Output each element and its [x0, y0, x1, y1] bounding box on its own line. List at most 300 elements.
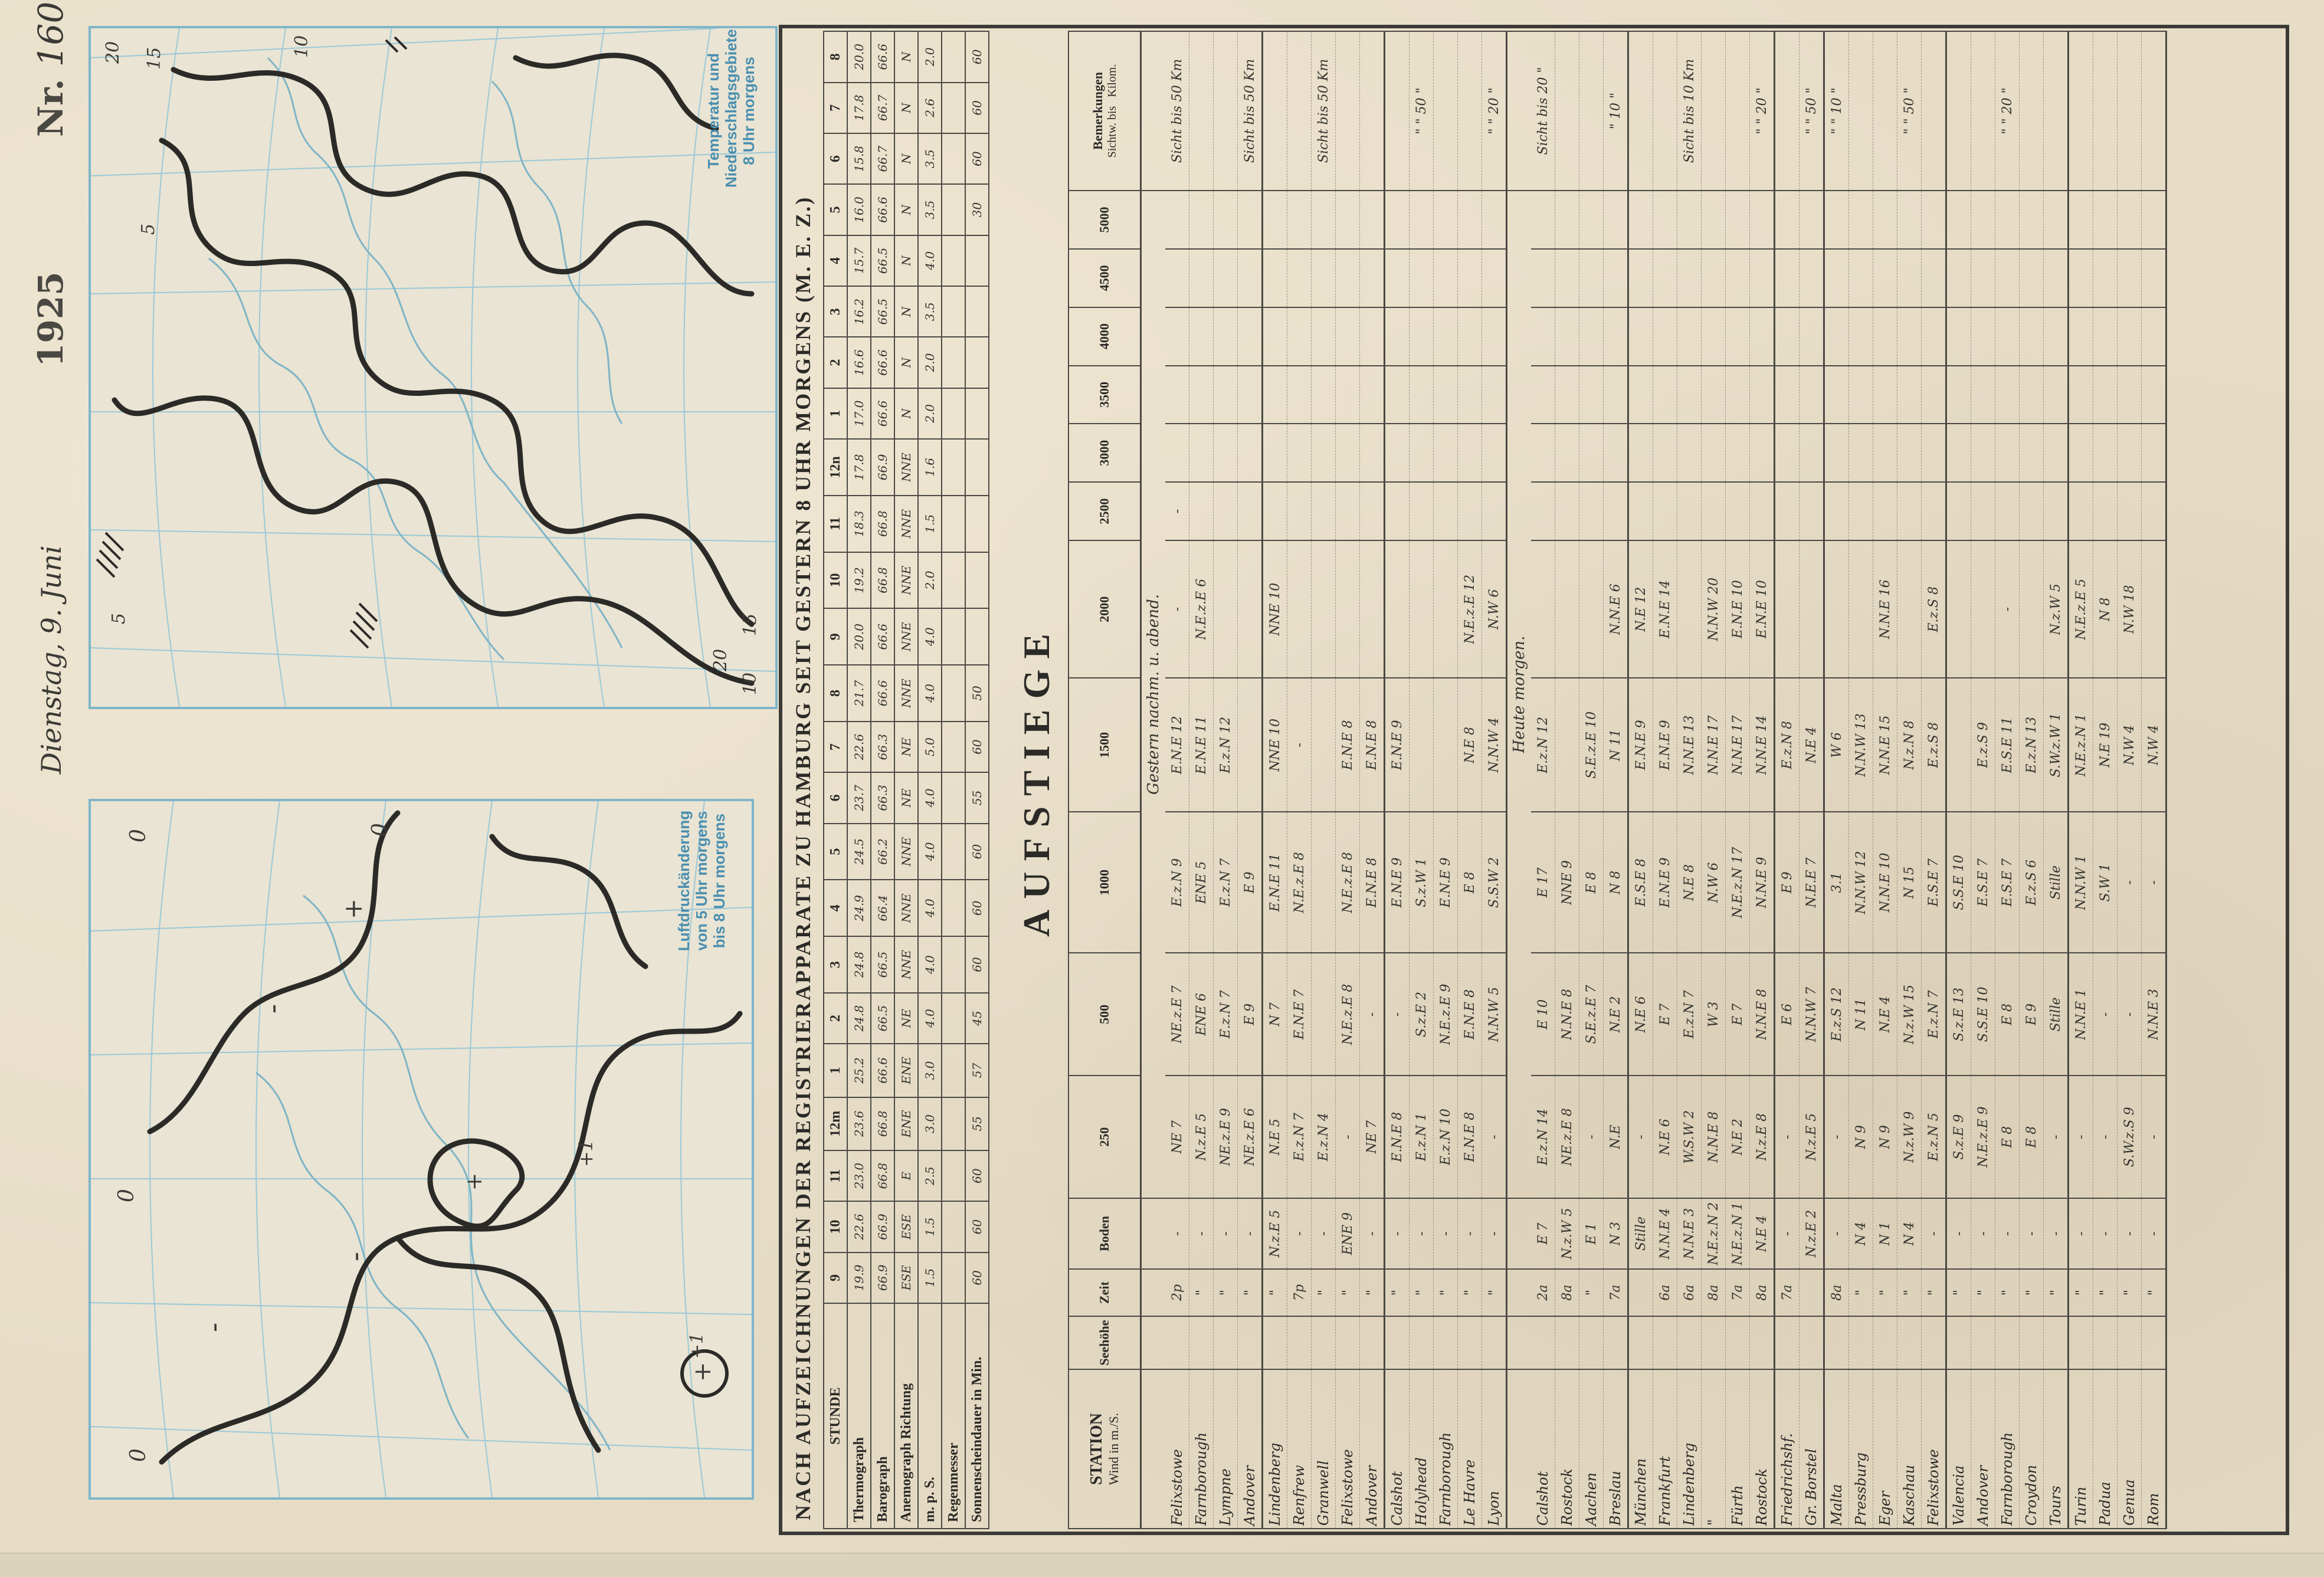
level-cell [1628, 191, 1653, 249]
level-cell [1628, 366, 1653, 424]
level-cell: N.E 2 [1726, 1076, 1750, 1198]
pressure-caption-line-3: bis 8 Uhr morgens [710, 813, 728, 949]
level-cell [1995, 424, 2020, 482]
remark-cell [1873, 31, 1897, 191]
boden-cell: N.E 4 [1750, 1198, 1775, 1269]
hour-cell: 10 [824, 552, 847, 609]
registration-value [942, 936, 965, 993]
boden-cell: N 3 [1604, 1198, 1628, 1269]
level-cell: N.N.E 17 [1726, 678, 1750, 812]
seehoehe-cell [2069, 1316, 2093, 1369]
registration-row-label: Anemograph Richtung [894, 1303, 918, 1529]
year [31, 272, 71, 367]
registration-value: 2.0 [918, 337, 942, 388]
remark-cell: " " 20 " [1995, 31, 2020, 191]
registration-value: N [894, 31, 918, 83]
level-cell [1458, 249, 1482, 307]
seehoehe-cell [1873, 1316, 1897, 1369]
boden-header: Boden [1068, 1198, 1141, 1269]
pressure-mark-plus-1b: +1 [575, 1139, 597, 1167]
station-name: Farnborough [1189, 1369, 1214, 1529]
level-cell: S.W.z.W 1 [2044, 678, 2069, 812]
boden-cell: - [1360, 1198, 1385, 1269]
station-row [1263, 31, 1287, 1529]
level-cell: E.z.N 13 [2020, 678, 2044, 812]
boden-cell: - [2044, 1198, 2069, 1269]
level-cell [1653, 482, 1677, 540]
registration-value: NE [894, 722, 918, 772]
level-cell: S.W.z.S 9 [2118, 1076, 2142, 1198]
level-cell [1677, 191, 1702, 249]
level-cell: - [1482, 1076, 1507, 1198]
registration-value: 24.8 [847, 936, 871, 993]
level-cell: N.N.E 14 [1750, 678, 1775, 812]
zeit-cell: " [1579, 1269, 1604, 1316]
registration-value: 66.2 [871, 824, 894, 880]
remark-cell [1849, 31, 1873, 191]
hour-cell: 2 [824, 337, 847, 388]
registration-value [942, 184, 965, 235]
station-row [1360, 31, 1385, 1529]
zeit-cell: " [1946, 1269, 1971, 1316]
registration-value: 23.0 [847, 1150, 871, 1201]
registration-value: 1.5 [918, 1253, 942, 1303]
registration-value [965, 286, 989, 337]
remark-cell [2020, 31, 2044, 191]
station-row [2142, 31, 2166, 1529]
registration-value: 2.0 [918, 552, 942, 609]
level-cell [2069, 424, 2093, 482]
level-cell [1726, 307, 1750, 366]
level-cell [1579, 191, 1604, 249]
level-cell: N.E 8 [1458, 678, 1482, 812]
level-cell [1360, 424, 1385, 482]
level-cell [1434, 540, 1458, 678]
level-cell [1531, 191, 1555, 249]
level-cell [1410, 249, 1434, 307]
level-cell [1824, 307, 1849, 366]
registration-value: 21.7 [847, 665, 871, 722]
level-cell: S.E.z.E 7 [1579, 953, 1604, 1076]
level-cell: E.N.E 8 [1360, 678, 1385, 812]
boden-cell: - [1238, 1198, 1263, 1269]
level-cell [1775, 366, 1799, 424]
hour-cell: 7 [824, 83, 847, 133]
level-cell: N.E 12 [1628, 540, 1653, 678]
level-cell [1385, 540, 1410, 678]
seehoehe-cell [1287, 1316, 1312, 1369]
empty-cell [1141, 1316, 1166, 1369]
zeit-cell: " [1410, 1269, 1434, 1316]
level-cell [1287, 249, 1312, 307]
registration-value: NNE [894, 880, 918, 936]
zeit-cell: " [1263, 1269, 1287, 1316]
zeit-cell: " [1458, 1269, 1482, 1316]
registration-value [942, 133, 965, 184]
level-cell: E.z.N 14 [1531, 1076, 1555, 1198]
level-cell: N.E.z.E 5 [2069, 540, 2093, 678]
seehoehe-cell [1653, 1316, 1677, 1369]
level-cell: Stille [2044, 953, 2069, 1076]
level-cell: N.z.E 5 [1189, 1076, 1214, 1198]
level-cell [1263, 482, 1287, 540]
level-cell [1897, 249, 1922, 307]
level-cell [1922, 482, 1946, 540]
level-cell: E.z.N 10 [1434, 1076, 1458, 1198]
boden-cell: - [2118, 1198, 2142, 1269]
pressure-mark-minus-3: - [339, 1251, 372, 1261]
zeit-cell: " [2118, 1269, 2142, 1316]
level-cell: E.N.E 10 [1726, 540, 1750, 678]
level-cell: E.S.E 8 [1628, 812, 1653, 953]
registration-value: N [894, 337, 918, 388]
station-row [1824, 31, 1849, 1529]
level-cell [1238, 678, 1263, 812]
station-name: Rostock [1555, 1369, 1579, 1529]
level-cell: E.N.E 9 [1434, 812, 1458, 953]
level-cell [1604, 366, 1628, 424]
level-cell [1677, 482, 1702, 540]
registration-value: 4.0 [918, 936, 942, 993]
level-cell: N.N.E 6 [1604, 540, 1628, 678]
level-cell: S.z.E 13 [1946, 953, 1971, 1076]
level-cell [2044, 424, 2069, 482]
registration-row-label: Thermograph [847, 1303, 871, 1529]
level-cell [1775, 249, 1799, 307]
level-cell: N.E.z.E 9 [1971, 1076, 1995, 1198]
level-cell [1263, 249, 1287, 307]
station-row [2044, 31, 2069, 1529]
registration-value: 15.8 [847, 133, 871, 184]
seehoehe-cell [1922, 1316, 1946, 1369]
level-cell [1312, 540, 1336, 678]
page-bottom-edge [0, 1553, 2324, 1577]
station-row [1385, 31, 1410, 1529]
hour-cell: 4 [824, 880, 847, 936]
level-cell [1189, 366, 1214, 424]
issue-number-value: 160 [31, 1, 71, 67]
remark-cell [1434, 31, 1458, 191]
registration-value: 55 [965, 1097, 989, 1150]
level-cell [1604, 249, 1628, 307]
registration-value [942, 286, 965, 337]
seehoehe-cell [1434, 1316, 1458, 1369]
level-cell [2093, 424, 2118, 482]
level-cell [1482, 482, 1507, 540]
station-name: Pressburg [1849, 1369, 1873, 1529]
date-line [35, 545, 67, 774]
level-cell [1824, 191, 1849, 249]
registration-value: NNE [894, 439, 918, 496]
isotherm-label-5b: 5 [138, 223, 159, 235]
level-cell [1824, 482, 1849, 540]
seehoehe-cell [1971, 1316, 1995, 1369]
level-cell [1555, 366, 1579, 424]
station-name: Tours [2044, 1369, 2069, 1529]
station-row [1971, 31, 1995, 1529]
seehoehe-cell [1263, 1316, 1287, 1369]
level-cell: E.N.E 11 [1263, 812, 1287, 953]
registration-value [942, 665, 965, 722]
level-cell [1579, 249, 1604, 307]
level-cell [2020, 307, 2044, 366]
level-cell: N.N.E 10 [1873, 812, 1897, 953]
empty-cell [1507, 1316, 1532, 1369]
level-cell [1775, 191, 1799, 249]
station-row [1312, 31, 1336, 1529]
level-cell [2118, 307, 2142, 366]
zeit-cell: 7a [1604, 1269, 1628, 1316]
registration-value: 24.5 [847, 824, 871, 880]
station-row [1604, 31, 1628, 1529]
level-cell [1824, 424, 1849, 482]
boden-cell: E 1 [1579, 1198, 1604, 1269]
hour-cell: 3 [824, 936, 847, 993]
remark-cell [1628, 31, 1653, 191]
empty-cell [1507, 1198, 1532, 1269]
level-cell [1653, 424, 1677, 482]
station-row [1946, 31, 1971, 1529]
level-cell [1360, 249, 1385, 307]
empty-cell [1507, 1369, 1532, 1529]
boden-cell: - [1922, 1198, 1946, 1269]
station-row [1628, 31, 1653, 1529]
empty-cell [1141, 31, 1166, 191]
level-cell: S.S.E 10 [1946, 812, 1971, 953]
level-cell [1750, 366, 1775, 424]
level-cell [1312, 953, 1336, 1076]
station-name: Valencia [1946, 1369, 1971, 1529]
weekday-date: Dienstag, 9. Juni [35, 545, 67, 774]
level-cell: E.z.N 7 [1287, 1076, 1312, 1198]
registration-value: 60 [965, 31, 989, 83]
level-cell [1750, 424, 1775, 482]
level-cell: S.z.E 2 [1410, 953, 1434, 1076]
registration-value: 1.5 [918, 1201, 942, 1252]
boden-cell: N 1 [1873, 1198, 1897, 1269]
zeit-cell: " [1971, 1269, 1995, 1316]
seehoehe-cell [2020, 1316, 2044, 1369]
level-header: 1000 [1068, 812, 1141, 953]
registration-row [965, 31, 989, 1529]
level-cell [2142, 482, 2166, 540]
level-cell [1824, 249, 1849, 307]
level-cell [2020, 482, 2044, 540]
registration-value: NNE [894, 552, 918, 609]
level-cell: S.z.E 9 [1946, 1076, 1971, 1198]
station-name: München [1628, 1369, 1653, 1529]
level-cell: - [1336, 1076, 1360, 1198]
registration-value [942, 1097, 965, 1150]
level-cell: NE.z.E 9 [1214, 1076, 1238, 1198]
level-cell: E.N.E 9 [1653, 812, 1677, 953]
level-cell: S.S.W 2 [1482, 812, 1507, 953]
registration-value [965, 235, 989, 286]
level-cell: E.N.E 9 [1628, 678, 1653, 812]
level-cell [1385, 366, 1410, 424]
level-cell [1824, 366, 1849, 424]
registration-value: N [894, 184, 918, 235]
remark-cell: " " 50 " [1897, 31, 1922, 191]
registration-value [942, 83, 965, 133]
level-cell [1971, 249, 1995, 307]
registration-value: 15.7 [847, 235, 871, 286]
bemerkungen-header [1068, 31, 1141, 191]
seehoehe-cell [1482, 1316, 1507, 1369]
level-cell [1312, 678, 1336, 812]
seehoehe-cell [1628, 1316, 1653, 1369]
level-cell [1165, 366, 1189, 424]
level-cell: N 7 [1263, 953, 1287, 1076]
section-note: Gestern nachm. u. abend. [1141, 191, 1166, 1198]
level-cell: N.E.E 7 [1799, 812, 1824, 953]
level-cell [1946, 366, 1971, 424]
level-cell [1336, 191, 1360, 249]
level-cell [2020, 366, 2044, 424]
hour-cell: 1 [824, 388, 847, 439]
registration-value: 66.9 [871, 439, 894, 496]
level-cell [1336, 307, 1360, 366]
level-header: 2500 [1068, 482, 1141, 540]
registration-value: 55 [965, 772, 989, 823]
level-cell: - [2093, 953, 2118, 1076]
station-name: Lindenberg [1263, 1369, 1287, 1529]
boden-cell: - [1482, 1198, 1507, 1269]
level-cell [2118, 482, 2142, 540]
station-row [1458, 31, 1482, 1529]
registration-value [965, 552, 989, 609]
registration-value: 66.6 [871, 31, 894, 83]
level-cell: NNE 10 [1263, 540, 1287, 678]
registration-value: NE [894, 772, 918, 823]
zeit-cell: " [1385, 1269, 1410, 1316]
level-cell [1482, 307, 1507, 366]
remark-cell [1214, 31, 1238, 191]
temperature-map-caption [704, 29, 758, 188]
registration-value: 66.4 [871, 880, 894, 936]
registration-body [847, 31, 989, 1529]
level-cell [1238, 307, 1263, 366]
level-cell: NE.z.E 8 [1555, 1076, 1579, 1198]
level-cell [1214, 424, 1238, 482]
level-cell [1165, 307, 1189, 366]
registration-value: 66.3 [871, 722, 894, 772]
year-value: 1925 [31, 271, 71, 367]
station-row [1677, 31, 1702, 1529]
registration-value: 4.0 [918, 772, 942, 823]
level-cell: N.N.E 17 [1702, 678, 1726, 812]
level-cell: NNE 9 [1555, 812, 1579, 953]
station-row [2118, 31, 2142, 1529]
boden-cell: - [1995, 1198, 2020, 1269]
remark-cell: " " 10 " [1824, 31, 1849, 191]
level-cell [1946, 191, 1971, 249]
level-cell: N.N.E 15 [1873, 678, 1897, 812]
registration-value: ENE [894, 1044, 918, 1097]
level-cell: S.W 1 [2093, 812, 2118, 953]
zeit-cell: " [2093, 1269, 2118, 1316]
pressure-mark-zero-1: 0 [126, 1448, 150, 1462]
level-cell [1897, 424, 1922, 482]
registration-value [942, 31, 965, 83]
registration-value: 66.6 [871, 388, 894, 439]
station-row [1702, 31, 1726, 1529]
registration-value: NNE [894, 608, 918, 665]
station-name: Kaschau [1897, 1369, 1922, 1529]
station-name: Aachen [1579, 1369, 1604, 1529]
station-row [1482, 31, 1507, 1529]
level-cell: NE.z.E 6 [1238, 1076, 1263, 1198]
pressure-mark-plus-1: + [339, 898, 368, 919]
level-cell: N.E.z.E 8 [1287, 812, 1312, 953]
level-cell: W 3 [1702, 953, 1726, 1076]
remark-cell [1946, 31, 1971, 191]
level-cell: E 8 [2020, 1076, 2044, 1198]
registration-value: 66.5 [871, 235, 894, 286]
level-cell [2142, 366, 2166, 424]
level-cell [1653, 249, 1677, 307]
level-cell [1946, 424, 1971, 482]
station-name: Granwell [1312, 1369, 1336, 1529]
level-cell [1873, 249, 1897, 307]
station-name: Breslau [1604, 1369, 1628, 1529]
level-cell [1434, 424, 1458, 482]
level-cell: E 17 [1531, 812, 1555, 953]
level-cell [1482, 424, 1507, 482]
level-cell: N 8 [1604, 812, 1628, 953]
registration-value: 60 [965, 1150, 989, 1201]
level-cell [1263, 424, 1287, 482]
level-cell [2020, 191, 2044, 249]
boden-cell: - [1189, 1198, 1214, 1269]
registration-value: N [894, 133, 918, 184]
registration-value [942, 824, 965, 880]
level-cell [1238, 540, 1263, 678]
level-cell [1555, 424, 1579, 482]
boden-cell: - [1214, 1198, 1238, 1269]
hour-cell: 9 [824, 608, 847, 665]
level-cell: E.z.N 7 [1677, 953, 1702, 1076]
level-cell [1531, 249, 1555, 307]
boden-cell: - [1971, 1198, 1995, 1269]
level-cell: E 9 [2020, 953, 2044, 1076]
boden-cell: N.N.E 4 [1653, 1198, 1677, 1269]
level-cell: N.N.W 13 [1849, 678, 1873, 812]
level-cell [1995, 307, 2020, 366]
level-cell [1482, 249, 1507, 307]
seehoehe-cell [1775, 1316, 1799, 1369]
level-cell [1799, 307, 1824, 366]
level-cell [1287, 366, 1312, 424]
level-cell [1750, 191, 1775, 249]
level-cell: N 8 [2093, 540, 2118, 678]
zeit-cell: " [1238, 1269, 1263, 1316]
level-cell [1189, 307, 1214, 366]
kilom-label: Kilom. [1105, 64, 1119, 97]
level-cell [1336, 249, 1360, 307]
level-cell [1263, 307, 1287, 366]
remark-cell [1971, 31, 1995, 191]
zeit-header: Zeit [1068, 1269, 1141, 1316]
hour-cell: 8 [824, 31, 847, 83]
level-cell: E 9 [1238, 953, 1263, 1076]
level-cell: NE 7 [1165, 1076, 1189, 1198]
station-row [1336, 31, 1360, 1529]
station-name: Renfrew [1287, 1369, 1312, 1529]
level-cell: W 6 [1824, 678, 1849, 812]
level-cell [2093, 482, 2118, 540]
level-cell: N.E.z.N 1 [2069, 678, 2093, 812]
